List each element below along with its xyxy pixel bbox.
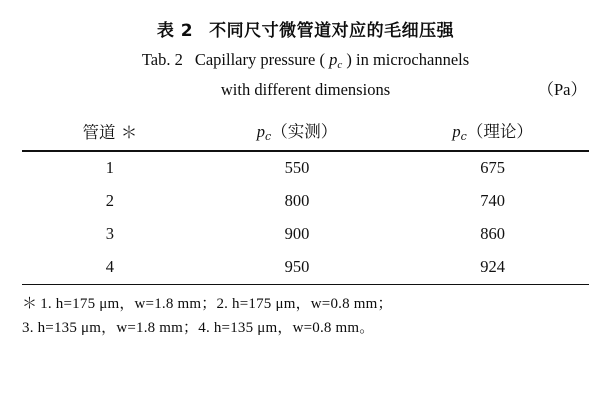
cell-theoretical: 740 xyxy=(480,191,505,211)
header-measured-text: （实测） xyxy=(271,122,338,142)
capillary-pressure-table xyxy=(22,112,589,285)
footnote-line-1 xyxy=(22,292,589,316)
caption-english-part1: Capillary pressure ( xyxy=(194,50,330,69)
symbol-p-theoretical: p xyxy=(452,122,461,142)
unit-label: （Pa） xyxy=(537,79,587,99)
footnote-marker: ＊ xyxy=(22,295,38,312)
cell-channel: 4 xyxy=(105,257,114,277)
table-caption-chinese: 不同尺寸微管道对应的毛细压强 xyxy=(209,21,455,41)
table-title-chinese xyxy=(22,16,589,41)
cell-theoretical: 675 xyxy=(480,158,505,178)
cell-measured: 900 xyxy=(284,224,310,244)
cell-channel: 1 xyxy=(105,158,114,178)
cell-measured: 550 xyxy=(284,158,310,178)
footnote-text-1: 1. h=175 μm，w=1.8 mm；2. h=175 μm，w=0.8 mm； xyxy=(40,295,393,312)
table-row xyxy=(22,218,589,251)
cell-measured: 800 xyxy=(284,191,310,211)
caption-english-part2: ) in microchannels xyxy=(342,50,470,69)
table-title-english-line2 xyxy=(22,77,589,104)
table-row xyxy=(22,251,589,285)
table-number-chinese: 表 2 xyxy=(156,21,194,41)
header-theoretical xyxy=(396,112,589,151)
symbol-p-subscript-caption: c xyxy=(337,59,343,72)
table-footnote xyxy=(22,292,589,341)
table-row xyxy=(22,152,589,185)
cell-channel: 2 xyxy=(105,191,114,211)
table-row xyxy=(22,185,589,218)
bottom-crop-strip xyxy=(0,402,611,406)
cell-theoretical: 924 xyxy=(480,257,505,277)
symbol-p-measured: p xyxy=(256,122,266,142)
symbol-p-subscript-theoretical: c xyxy=(460,130,467,144)
table-header-row xyxy=(22,112,589,151)
cell-measured: 950 xyxy=(284,257,310,277)
header-channel: 管道 ＊ xyxy=(82,122,138,142)
table-title-english-line1 xyxy=(22,47,589,75)
table-number-english: Tab. 2 xyxy=(141,50,183,69)
footnote-line-2: 3. h=135 μm，w=1.8 mm；4. h=135 μm，w=0.8 mm。 xyxy=(22,319,375,336)
cell-theoretical: 860 xyxy=(480,224,505,244)
table-bottom-rule xyxy=(22,284,589,285)
header-theoretical-text: （理论） xyxy=(466,122,533,142)
symbol-p-caption: p xyxy=(329,50,338,69)
cell-channel: 3 xyxy=(105,224,114,244)
symbol-p-subscript-measured: c xyxy=(265,130,272,144)
caption-english-line2: with different dimensions xyxy=(220,79,391,99)
header-measured xyxy=(198,112,396,151)
